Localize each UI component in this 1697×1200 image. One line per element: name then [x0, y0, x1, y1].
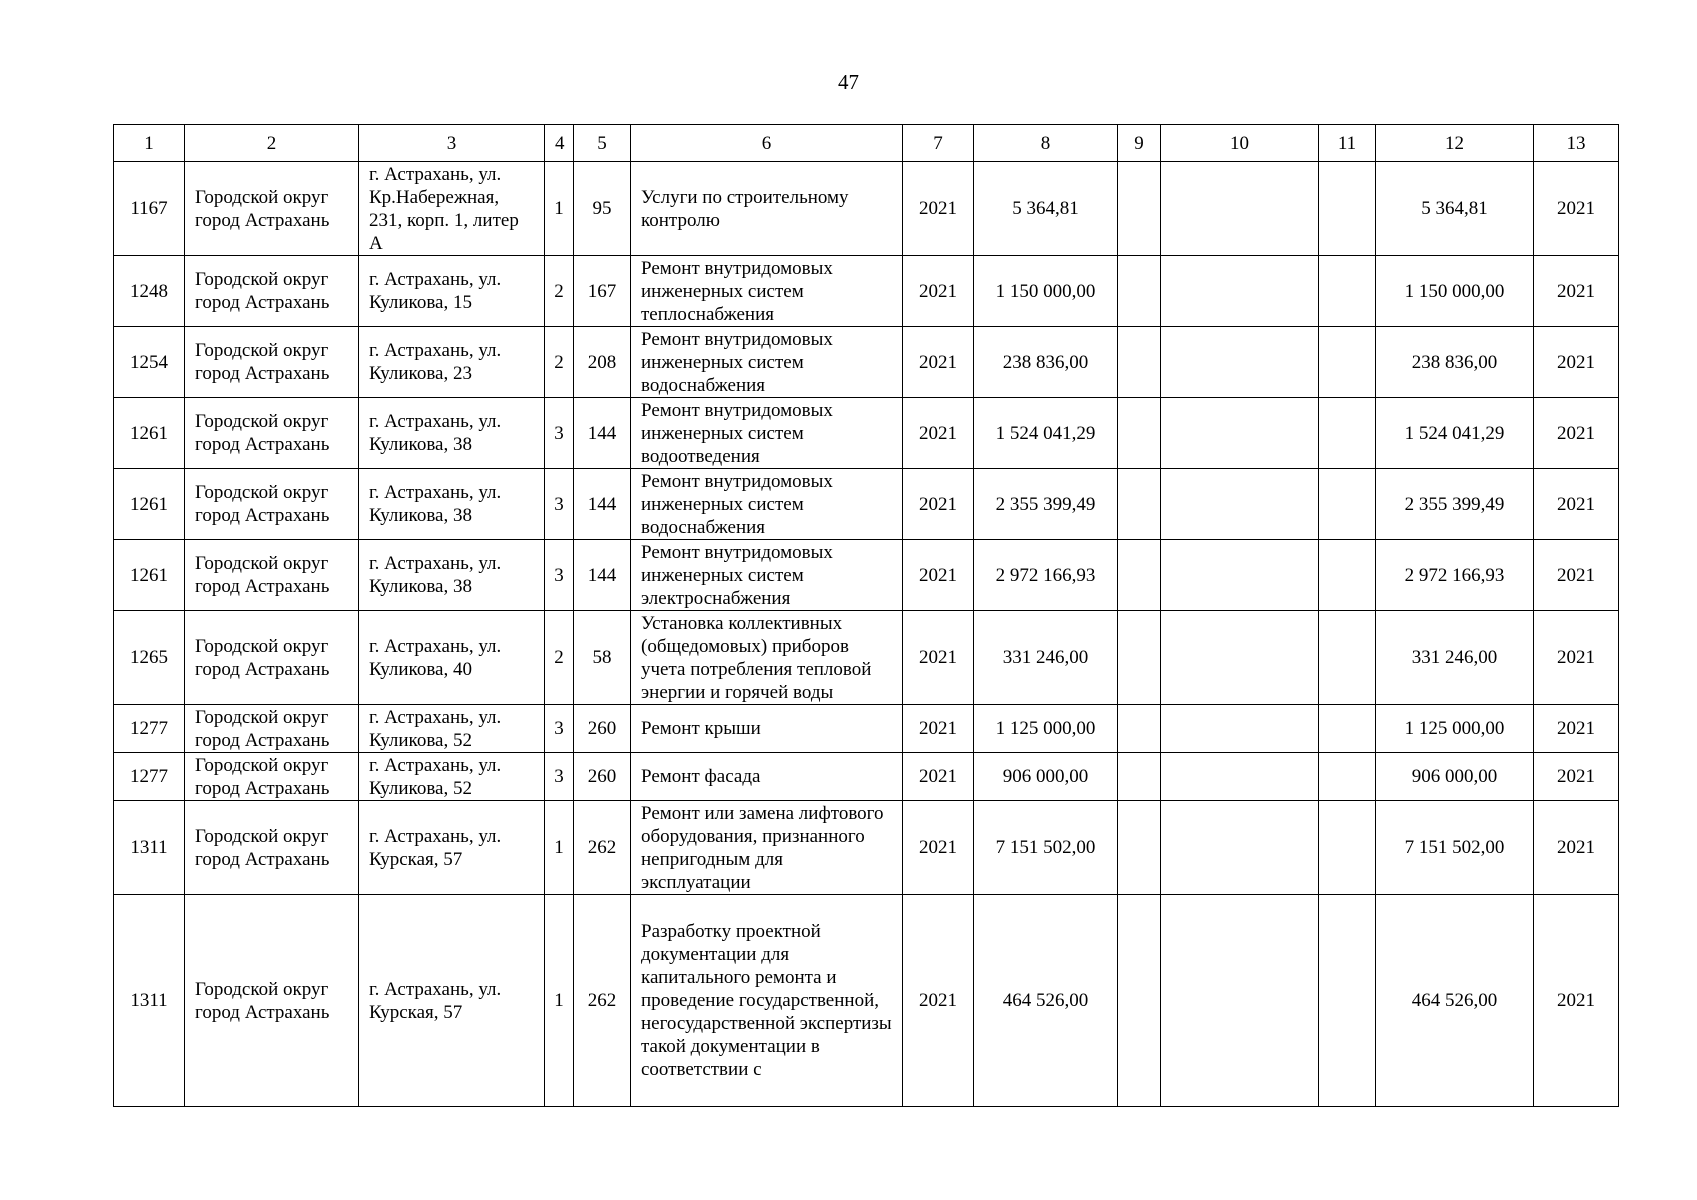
work-type-cell: Ремонт крыши: [631, 705, 903, 753]
total-cost-cell: 7 151 502,00: [974, 801, 1118, 895]
municipality-cell: Городской округ город Астрахань: [185, 753, 359, 801]
completion-year-cell: 2021: [1534, 540, 1619, 611]
completion-year-cell: 2021: [1534, 895, 1619, 1107]
column-number-row: [114, 125, 1619, 162]
row-number-cell: 1311: [114, 801, 185, 895]
table-row: [114, 801, 1619, 895]
completion-year-cell: 2021: [1534, 753, 1619, 801]
house-id-cell: 208: [574, 327, 631, 398]
plan-year-cell: 2021: [903, 753, 974, 801]
column-number: 5: [574, 125, 631, 162]
completion-year-cell: 2021: [1534, 327, 1619, 398]
column-number: 10: [1161, 125, 1319, 162]
column-11-value-cell: [1319, 540, 1376, 611]
row-number-cell: 1167: [114, 162, 185, 256]
plan-year-cell: 2021: [903, 469, 974, 540]
row-number-cell: 1254: [114, 327, 185, 398]
house-group-cell: 3: [545, 469, 574, 540]
column-9-value-cell: [1118, 398, 1161, 469]
work-type-cell: Установка коллективных (общедомовых) приборов учета потребления тепловой энергии и горячей воды: [631, 611, 903, 705]
table-body: [114, 162, 1619, 1107]
address-cell: г. Астрахань, ул. Куликова, 52: [359, 705, 545, 753]
column-10-value-cell: [1161, 753, 1319, 801]
column-number: 7: [903, 125, 974, 162]
fund-cost-cell: 464 526,00: [1376, 895, 1534, 1107]
house-id-cell: 260: [574, 753, 631, 801]
column-9-value-cell: [1118, 895, 1161, 1107]
house-id-cell: 262: [574, 801, 631, 895]
work-type-cell: Ремонт внутридомовых инженерных систем водоснабжения: [631, 469, 903, 540]
column-9-value-cell: [1118, 801, 1161, 895]
plan-year-cell: 2021: [903, 540, 974, 611]
column-number: 4: [545, 125, 574, 162]
table-row: [114, 753, 1619, 801]
table-row: [114, 705, 1619, 753]
column-10-value-cell: [1161, 398, 1319, 469]
house-id-cell: 144: [574, 469, 631, 540]
column-10-value-cell: [1161, 469, 1319, 540]
municipality-cell: Городской округ город Астрахань: [185, 469, 359, 540]
fund-cost-cell: 238 836,00: [1376, 327, 1534, 398]
work-type-cell: Ремонт внутридомовых инженерных систем водоснабжения: [631, 327, 903, 398]
plan-year-cell: 2021: [903, 801, 974, 895]
plan-year-cell: 2021: [903, 611, 974, 705]
total-cost-cell: 1 125 000,00: [974, 705, 1118, 753]
total-cost-cell: 331 246,00: [974, 611, 1118, 705]
total-cost-cell: 238 836,00: [974, 327, 1118, 398]
house-id-cell: 144: [574, 540, 631, 611]
column-9-value-cell: [1118, 327, 1161, 398]
work-type-cell: Ремонт фасада: [631, 753, 903, 801]
work-type-cell: Ремонт внутридомовых инженерных систем электроснабжения: [631, 540, 903, 611]
column-number: 11: [1319, 125, 1376, 162]
column-10-value-cell: [1161, 162, 1319, 256]
work-type-cell: Ремонт внутридомовых инженерных систем теплоснабжения: [631, 256, 903, 327]
row-number-cell: 1261: [114, 540, 185, 611]
column-number: 6: [631, 125, 903, 162]
house-id-cell: 260: [574, 705, 631, 753]
address-cell: г. Астрахань, ул. Кр.Набережная, 231, корп. 1, литер А: [359, 162, 545, 256]
address-cell: г. Астрахань, ул. Куликова, 40: [359, 611, 545, 705]
address-cell: г. Астрахань, ул. Куликова, 23: [359, 327, 545, 398]
work-type-cell: Ремонт или замена лифтового оборудования, признанного непригодным для эксплуатации: [631, 801, 903, 895]
table-row: [114, 162, 1619, 256]
column-11-value-cell: [1319, 895, 1376, 1107]
row-number-cell: 1261: [114, 398, 185, 469]
municipality-cell: Городской округ город Астрахань: [185, 611, 359, 705]
house-id-cell: 262: [574, 895, 631, 1107]
house-group-cell: 3: [545, 540, 574, 611]
fund-cost-cell: 2 972 166,93: [1376, 540, 1534, 611]
row-number-cell: 1265: [114, 611, 185, 705]
column-11-value-cell: [1319, 753, 1376, 801]
column-number: 1: [114, 125, 185, 162]
column-11-value-cell: [1319, 327, 1376, 398]
total-cost-cell: 906 000,00: [974, 753, 1118, 801]
house-group-cell: 3: [545, 753, 574, 801]
column-number: 3: [359, 125, 545, 162]
address-cell: г. Астрахань, ул. Куликова, 52: [359, 753, 545, 801]
fund-cost-cell: 1 524 041,29: [1376, 398, 1534, 469]
plan-year-cell: 2021: [903, 895, 974, 1107]
column-10-value-cell: [1161, 540, 1319, 611]
table-row: [114, 540, 1619, 611]
municipality-cell: Городской округ город Астрахань: [185, 895, 359, 1107]
house-id-cell: 167: [574, 256, 631, 327]
municipality-cell: Городской округ город Астрахань: [185, 801, 359, 895]
work-type-cell: Ремонт внутридомовых инженерных систем водоотведения: [631, 398, 903, 469]
house-group-cell: 2: [545, 327, 574, 398]
house-id-cell: 58: [574, 611, 631, 705]
municipality-cell: Городской округ город Астрахань: [185, 256, 359, 327]
house-group-cell: 2: [545, 611, 574, 705]
municipality-cell: Городской округ город Астрахань: [185, 705, 359, 753]
column-10-value-cell: [1161, 705, 1319, 753]
fund-cost-cell: 1 150 000,00: [1376, 256, 1534, 327]
fund-cost-cell: 2 355 399,49: [1376, 469, 1534, 540]
completion-year-cell: 2021: [1534, 611, 1619, 705]
completion-year-cell: 2021: [1534, 162, 1619, 256]
fund-cost-cell: 906 000,00: [1376, 753, 1534, 801]
work-type-cell: Услуги по строительному контролю: [631, 162, 903, 256]
work-type-cell: Разработку проектной документации для капитального ремонта и проведение государственной, негосударственной экспертизы такой документации в соответствии с: [631, 895, 903, 1107]
plan-year-cell: 2021: [903, 705, 974, 753]
total-cost-cell: 2 355 399,49: [974, 469, 1118, 540]
municipality-cell: Городской округ город Астрахань: [185, 162, 359, 256]
column-9-value-cell: [1118, 540, 1161, 611]
house-group-cell: 1: [545, 895, 574, 1107]
column-10-value-cell: [1161, 327, 1319, 398]
total-cost-cell: 5 364,81: [974, 162, 1118, 256]
column-11-value-cell: [1319, 801, 1376, 895]
plan-year-cell: 2021: [903, 398, 974, 469]
column-number: 8: [974, 125, 1118, 162]
address-cell: г. Астрахань, ул. Куликова, 38: [359, 398, 545, 469]
column-number: 9: [1118, 125, 1161, 162]
total-cost-cell: 2 972 166,93: [974, 540, 1118, 611]
table-row: [114, 398, 1619, 469]
column-10-value-cell: [1161, 611, 1319, 705]
plan-year-cell: 2021: [903, 327, 974, 398]
address-cell: г. Астрахань, ул. Куликова, 38: [359, 540, 545, 611]
column-10-value-cell: [1161, 801, 1319, 895]
address-cell: г. Астрахань, ул. Куликова, 38: [359, 469, 545, 540]
fund-cost-cell: 1 125 000,00: [1376, 705, 1534, 753]
municipality-cell: Городской округ город Астрахань: [185, 540, 359, 611]
row-number-cell: 1277: [114, 753, 185, 801]
column-11-value-cell: [1319, 398, 1376, 469]
column-10-value-cell: [1161, 256, 1319, 327]
plan-year-cell: 2021: [903, 256, 974, 327]
column-9-value-cell: [1118, 611, 1161, 705]
page-number: 47: [838, 70, 859, 94]
row-number-cell: 1277: [114, 705, 185, 753]
completion-year-cell: 2021: [1534, 705, 1619, 753]
completion-year-cell: 2021: [1534, 801, 1619, 895]
municipality-cell: Городской округ город Астрахань: [185, 327, 359, 398]
column-11-value-cell: [1319, 469, 1376, 540]
house-id-cell: 144: [574, 398, 631, 469]
column-number: 13: [1534, 125, 1619, 162]
fund-cost-cell: 7 151 502,00: [1376, 801, 1534, 895]
table-row: [114, 469, 1619, 540]
table-row: [114, 256, 1619, 327]
column-number: 2: [185, 125, 359, 162]
total-cost-cell: 1 150 000,00: [974, 256, 1118, 327]
column-11-value-cell: [1319, 611, 1376, 705]
column-10-value-cell: [1161, 895, 1319, 1107]
address-cell: г. Астрахань, ул. Куликова, 15: [359, 256, 545, 327]
capital-repair-table: [113, 124, 1619, 1107]
total-cost-cell: 464 526,00: [974, 895, 1118, 1107]
municipality-cell: Городской округ город Астрахань: [185, 398, 359, 469]
completion-year-cell: 2021: [1534, 256, 1619, 327]
house-group-cell: 1: [545, 162, 574, 256]
column-9-value-cell: [1118, 256, 1161, 327]
completion-year-cell: 2021: [1534, 398, 1619, 469]
column-9-value-cell: [1118, 162, 1161, 256]
row-number-cell: 1311: [114, 895, 185, 1107]
table-row: [114, 611, 1619, 705]
row-number-cell: 1261: [114, 469, 185, 540]
house-group-cell: 3: [545, 705, 574, 753]
column-number: 12: [1376, 125, 1534, 162]
house-id-cell: 95: [574, 162, 631, 256]
plan-year-cell: 2021: [903, 162, 974, 256]
column-11-value-cell: [1319, 162, 1376, 256]
table-row: [114, 895, 1619, 1107]
column-9-value-cell: [1118, 753, 1161, 801]
column-9-value-cell: [1118, 469, 1161, 540]
fund-cost-cell: 5 364,81: [1376, 162, 1534, 256]
column-11-value-cell: [1319, 256, 1376, 327]
house-group-cell: 2: [545, 256, 574, 327]
completion-year-cell: 2021: [1534, 469, 1619, 540]
column-9-value-cell: [1118, 705, 1161, 753]
total-cost-cell: 1 524 041,29: [974, 398, 1118, 469]
address-cell: г. Астрахань, ул. Курская, 57: [359, 895, 545, 1107]
house-group-cell: 3: [545, 398, 574, 469]
column-11-value-cell: [1319, 705, 1376, 753]
house-group-cell: 1: [545, 801, 574, 895]
fund-cost-cell: 331 246,00: [1376, 611, 1534, 705]
address-cell: г. Астрахань, ул. Курская, 57: [359, 801, 545, 895]
row-number-cell: 1248: [114, 256, 185, 327]
table-row: [114, 327, 1619, 398]
